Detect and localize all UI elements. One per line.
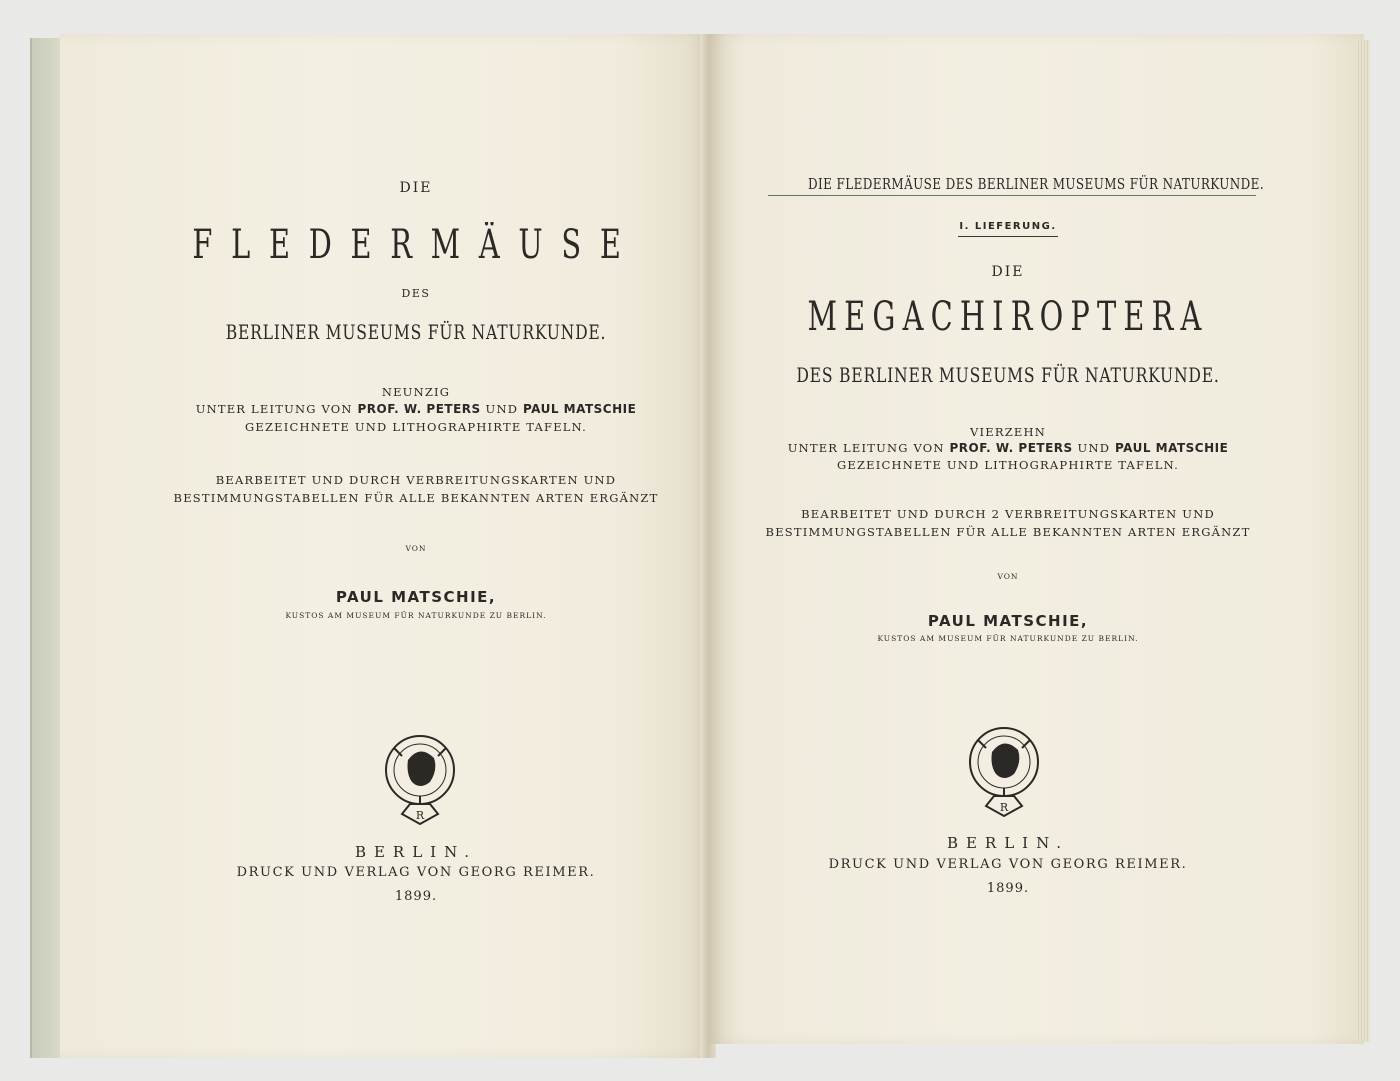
left-matschie-bold: PAUL MATSCHIE xyxy=(522,402,637,416)
publisher-emblem-icon xyxy=(956,722,1052,826)
left-die: DIE xyxy=(399,180,433,196)
left-city: BERLIN. xyxy=(354,843,478,861)
left-bearbeitet-line2: BESTIMMUNGSTABELLEN FÜR ALLE BEKANNTEN ARTEN ERGÄNZT xyxy=(173,491,659,505)
left-peters: PROF. W. PETERS xyxy=(357,402,481,416)
publisher-emblem-icon xyxy=(372,730,468,834)
left-publisher: DRUCK UND VERLAG VON GEORG REIMER. xyxy=(236,865,596,880)
left-title: FLEDERMÄUSE xyxy=(192,222,640,268)
left-author: PAUL MATSCHIE, xyxy=(335,588,497,606)
left-des: DES xyxy=(401,287,431,300)
right-matschie-bold: PAUL MATSCHIE xyxy=(1114,441,1229,455)
svg-text:R: R xyxy=(999,801,1009,814)
left-gezeichnete: GEZEICHNETE UND LITHOGRAPHIRTE TAFELN. xyxy=(244,420,588,434)
right-under-leitung-line xyxy=(708,440,1308,457)
right-museum: DES BERLINER MUSEUMS FÜR NATURKUNDE. xyxy=(796,363,1220,387)
right-publisher: DRUCK UND VERLAG VON GEORG REIMER. xyxy=(828,857,1188,872)
right-author: PAUL MATSCHIE, xyxy=(927,612,1089,630)
right-under-prefix: UNTER LEITUNG VON xyxy=(787,441,945,455)
series-header: DIE FLEDERMÄUSE DES BERLINER MUSEUMS FÜR NATURKUNDE. xyxy=(808,175,1265,193)
right-plates-count: VIERZEHN xyxy=(970,425,1046,439)
left-von: VON xyxy=(405,544,427,553)
page-edges xyxy=(1356,40,1370,1042)
header-rule xyxy=(768,195,1256,196)
left-bearbeitet-line1: BEARBEITET UND DURCH VERBREITUNGSKARTEN UND xyxy=(215,473,617,487)
lieferung-rule xyxy=(958,236,1058,237)
lieferung: I. LIEFERUNG. xyxy=(959,221,1057,232)
right-author-title: KUSTOS AM MUSEUM FÜR NATURKUNDE ZU BERLIN. xyxy=(877,634,1139,643)
left-museum: BERLINER MUSEUMS FÜR NATURKUNDE. xyxy=(225,320,607,344)
left-under-prefix: UNTER LEITUNG VON xyxy=(195,402,353,416)
left-plates-count: NEUNZIG xyxy=(381,385,451,399)
right-bearbeitet-line2: BESTIMMUNGSTABELLEN FÜR ALLE BEKANNTEN ARTEN ERGÄNZT xyxy=(765,525,1251,539)
right-title: MEGACHIROPTERA xyxy=(807,294,1209,340)
right-peters: PROF. W. PETERS xyxy=(949,441,1073,455)
left-author-title: KUSTOS AM MUSEUM FÜR NATURKUNDE ZU BERLIN. xyxy=(285,611,547,620)
right-von: VON xyxy=(997,572,1019,581)
left-year: 1899. xyxy=(394,889,438,904)
right-die: DIE xyxy=(991,264,1025,280)
right-gezeichnete: GEZEICHNETE UND LITHOGRAPHIRTE TAFELN. xyxy=(836,458,1180,472)
right-bearbeitet-line1: BEARBEITET UND DURCH 2 VERBREITUNGSKARTEN UND xyxy=(801,507,1215,521)
left-und: UND xyxy=(485,402,519,416)
right-year: 1899. xyxy=(986,881,1030,896)
left-under-leitung-line xyxy=(116,401,716,418)
right-und: UND xyxy=(1077,441,1111,455)
svg-text:R: R xyxy=(415,809,425,822)
right-city: BERLIN. xyxy=(946,834,1070,852)
